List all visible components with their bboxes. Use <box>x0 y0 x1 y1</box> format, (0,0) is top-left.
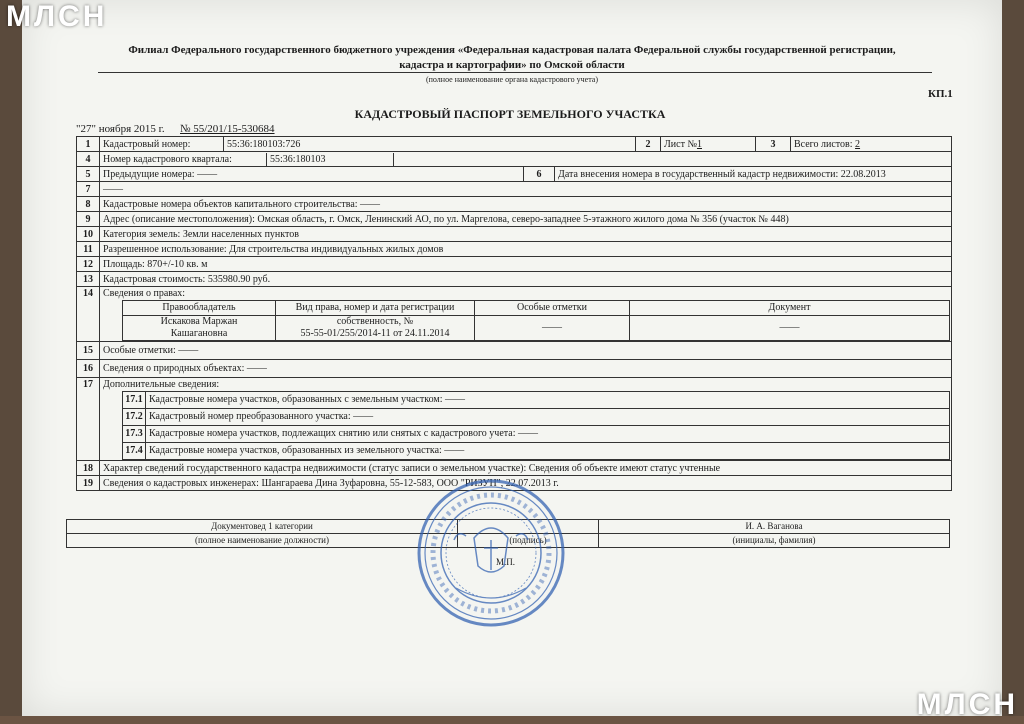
list-item <box>123 409 950 426</box>
rights-registration <box>276 316 475 341</box>
sub-text: Кадастровые номера участков, образованных из земельного участка: —— <box>146 443 950 460</box>
table-row <box>77 167 952 182</box>
additional-info-table <box>122 391 950 460</box>
total-value: 2 <box>855 138 861 150</box>
additional-info-cell <box>100 378 952 461</box>
sub-number: 17.3 <box>123 426 146 443</box>
row-number: 7 <box>77 182 100 197</box>
natural-objects: Сведения о природных объектах: —— <box>100 360 952 378</box>
holder-line-1: Искакова Маржан <box>160 316 238 327</box>
table-row <box>77 137 952 152</box>
table-row <box>77 257 952 272</box>
sheet-value: 1 <box>696 138 702 150</box>
area: Площадь: 870+/-10 кв. м <box>100 257 952 272</box>
row-number: 15 <box>77 342 100 360</box>
row-number: 11 <box>77 242 100 257</box>
sub-number: 17.2 <box>123 409 146 426</box>
cadastral-value: Кадастровая стоимость: 535980.90 руб. <box>100 272 952 287</box>
table-row <box>77 287 952 342</box>
row-number: 17 <box>77 378 100 461</box>
previous-numbers <box>103 167 524 181</box>
total-label: Всего листов: <box>794 138 853 150</box>
sub-number: 17.1 <box>123 392 146 409</box>
row-number: 19 <box>77 476 100 491</box>
list-item <box>123 392 950 409</box>
table-row <box>77 212 952 227</box>
table-row <box>77 197 952 212</box>
holder-line-2: Кашагановна <box>170 328 228 339</box>
record-status: Характер сведений государственного кадастра недвижимости (статус записи о земельном участке): Сведения об объекте имеют статус учтенные <box>100 461 952 476</box>
watermark-logo: МЛСН <box>916 688 1018 721</box>
signature-caption: (подпись) <box>458 534 599 548</box>
official-name: И. А. Ваганова <box>599 520 950 534</box>
table-row <box>77 378 952 461</box>
sub-text: Кадастровые номера участков, подлежащих снятию или снятых с кадастрового учета: —— <box>146 426 950 443</box>
row-number: 8 <box>77 197 100 212</box>
form-code: КП.1 <box>928 88 953 100</box>
watermark-logo: МЛСН <box>6 0 108 33</box>
rights-marks: —— <box>475 316 630 341</box>
rights-header-marks: Особые отметки <box>475 301 630 316</box>
row-number: 10 <box>77 227 100 242</box>
total-sheets <box>791 137 949 151</box>
rights-holder <box>123 316 276 341</box>
page-title: КАДАСТРОВЫЙ ПАСПОРТ ЗЕМЕЛЬНОГО УЧАСТКА <box>354 107 666 121</box>
previous-numbers-value: —— <box>197 168 218 180</box>
previous-numbers-cell <box>100 167 952 182</box>
date-row-number: 6 <box>524 167 555 181</box>
table-row <box>77 461 952 476</box>
table-row <box>77 342 952 360</box>
org-caption: (полное наименование органа кадастрового учета) <box>425 75 599 84</box>
total-row-number: 3 <box>756 137 791 151</box>
right-line-1: собственность, № <box>336 316 414 327</box>
sub-text: Кадастровый номер преобразованного участка: —— <box>146 409 950 426</box>
table-row <box>77 182 952 197</box>
address: Адрес (описание местоположения): Омская область, г. Омск, Ленинский АО, по ул. Маргелова, северо-западнее 5-этажного жилого дома № 356 (участок № 448) <box>100 212 952 227</box>
sheet-number <box>661 137 756 151</box>
official-seal <box>416 478 566 628</box>
quarter-value: 55:36:180103 <box>266 153 394 166</box>
rights-header-right: Вид права, номер и дата регистрации <box>276 301 475 316</box>
registration-date: Дата внесения номера в государственный кадастр недвижимости: 22.08.2013 <box>555 167 949 181</box>
rights-label: Сведения о правах: <box>103 288 186 299</box>
row-number: 18 <box>77 461 100 476</box>
row-7-text: —— <box>100 182 952 197</box>
row-number: 16 <box>77 360 100 378</box>
position-caption: (полное наименование должности) <box>67 534 458 548</box>
table-surface <box>0 716 1024 724</box>
row-number: 14 <box>77 287 100 342</box>
list-item <box>123 426 950 443</box>
previous-numbers-label: Предыдущие номера: <box>103 168 195 180</box>
passport-table <box>76 136 952 491</box>
permitted-use: Разрешенное использование: Для строительства индивидуальных жилых домов <box>100 242 952 257</box>
row-number: 13 <box>77 272 100 287</box>
rights-header-holder: Правообладатель <box>123 301 276 316</box>
cadastral-number-cell <box>100 137 952 152</box>
cadastral-engineers: Сведения о кадастровых инженерах: Шангараева Дина Зуфаровна, 55-12-583, ООО "РИЗУН", 22.07.2013 г. <box>100 476 952 491</box>
sub-text: Кадастровые номера участков, образованных с земельным участком: —— <box>146 392 950 409</box>
passport-number: № 55/201/15-530684 <box>180 123 275 135</box>
table-row <box>77 360 952 378</box>
table-row <box>77 272 952 287</box>
rights-cell <box>100 287 952 342</box>
row-number: 5 <box>77 167 100 182</box>
rights-table <box>122 300 950 341</box>
cadastral-number-value: 55:36:180103:726 <box>224 137 636 151</box>
org-underline <box>98 72 932 73</box>
org-line-2: кадастра и картографии» по Омской области <box>399 59 625 71</box>
stamp-place-label: М.П. <box>496 557 516 567</box>
row-number: 12 <box>77 257 100 272</box>
list-item <box>123 443 950 460</box>
sheet-row-number: 2 <box>636 137 661 151</box>
official-position: Документовед 1 категории <box>67 520 458 534</box>
quarter-label: Номер кадастрового квартала: <box>103 153 232 165</box>
name-caption: (инициалы, фамилия) <box>599 534 950 548</box>
row-number: 1 <box>77 137 100 152</box>
right-line-2: 55-55-01/255/2014-11 от 24.11.2014 <box>300 328 450 339</box>
table-row <box>77 152 952 167</box>
land-category: Категория земель: Земли населенных пунктов <box>100 227 952 242</box>
org-line-1: Филиал Федерального государственного бюджетного учреждения «Федеральная кадастровая палата Федеральной службы государственной регистрации, <box>128 44 896 56</box>
special-marks: Особые отметки: —— <box>100 342 952 360</box>
rights-header-document: Документ <box>630 301 950 316</box>
rights-document: —— <box>630 316 950 341</box>
row-number: 9 <box>77 212 100 227</box>
table-row <box>77 227 952 242</box>
issue-date: "27" ноября 2015 г. <box>76 123 165 135</box>
sheet-label: Лист № <box>664 138 697 150</box>
table-row <box>77 242 952 257</box>
additional-info-label: Дополнительные сведения: <box>103 379 220 390</box>
quarter-cell <box>100 152 952 167</box>
cadastral-number-label: Кадастровый номер: <box>103 138 191 150</box>
capital-objects: Кадастровые номера объектов капитального строительства: —— <box>100 197 952 212</box>
sub-number: 17.4 <box>123 443 146 460</box>
row-number: 4 <box>77 152 100 167</box>
